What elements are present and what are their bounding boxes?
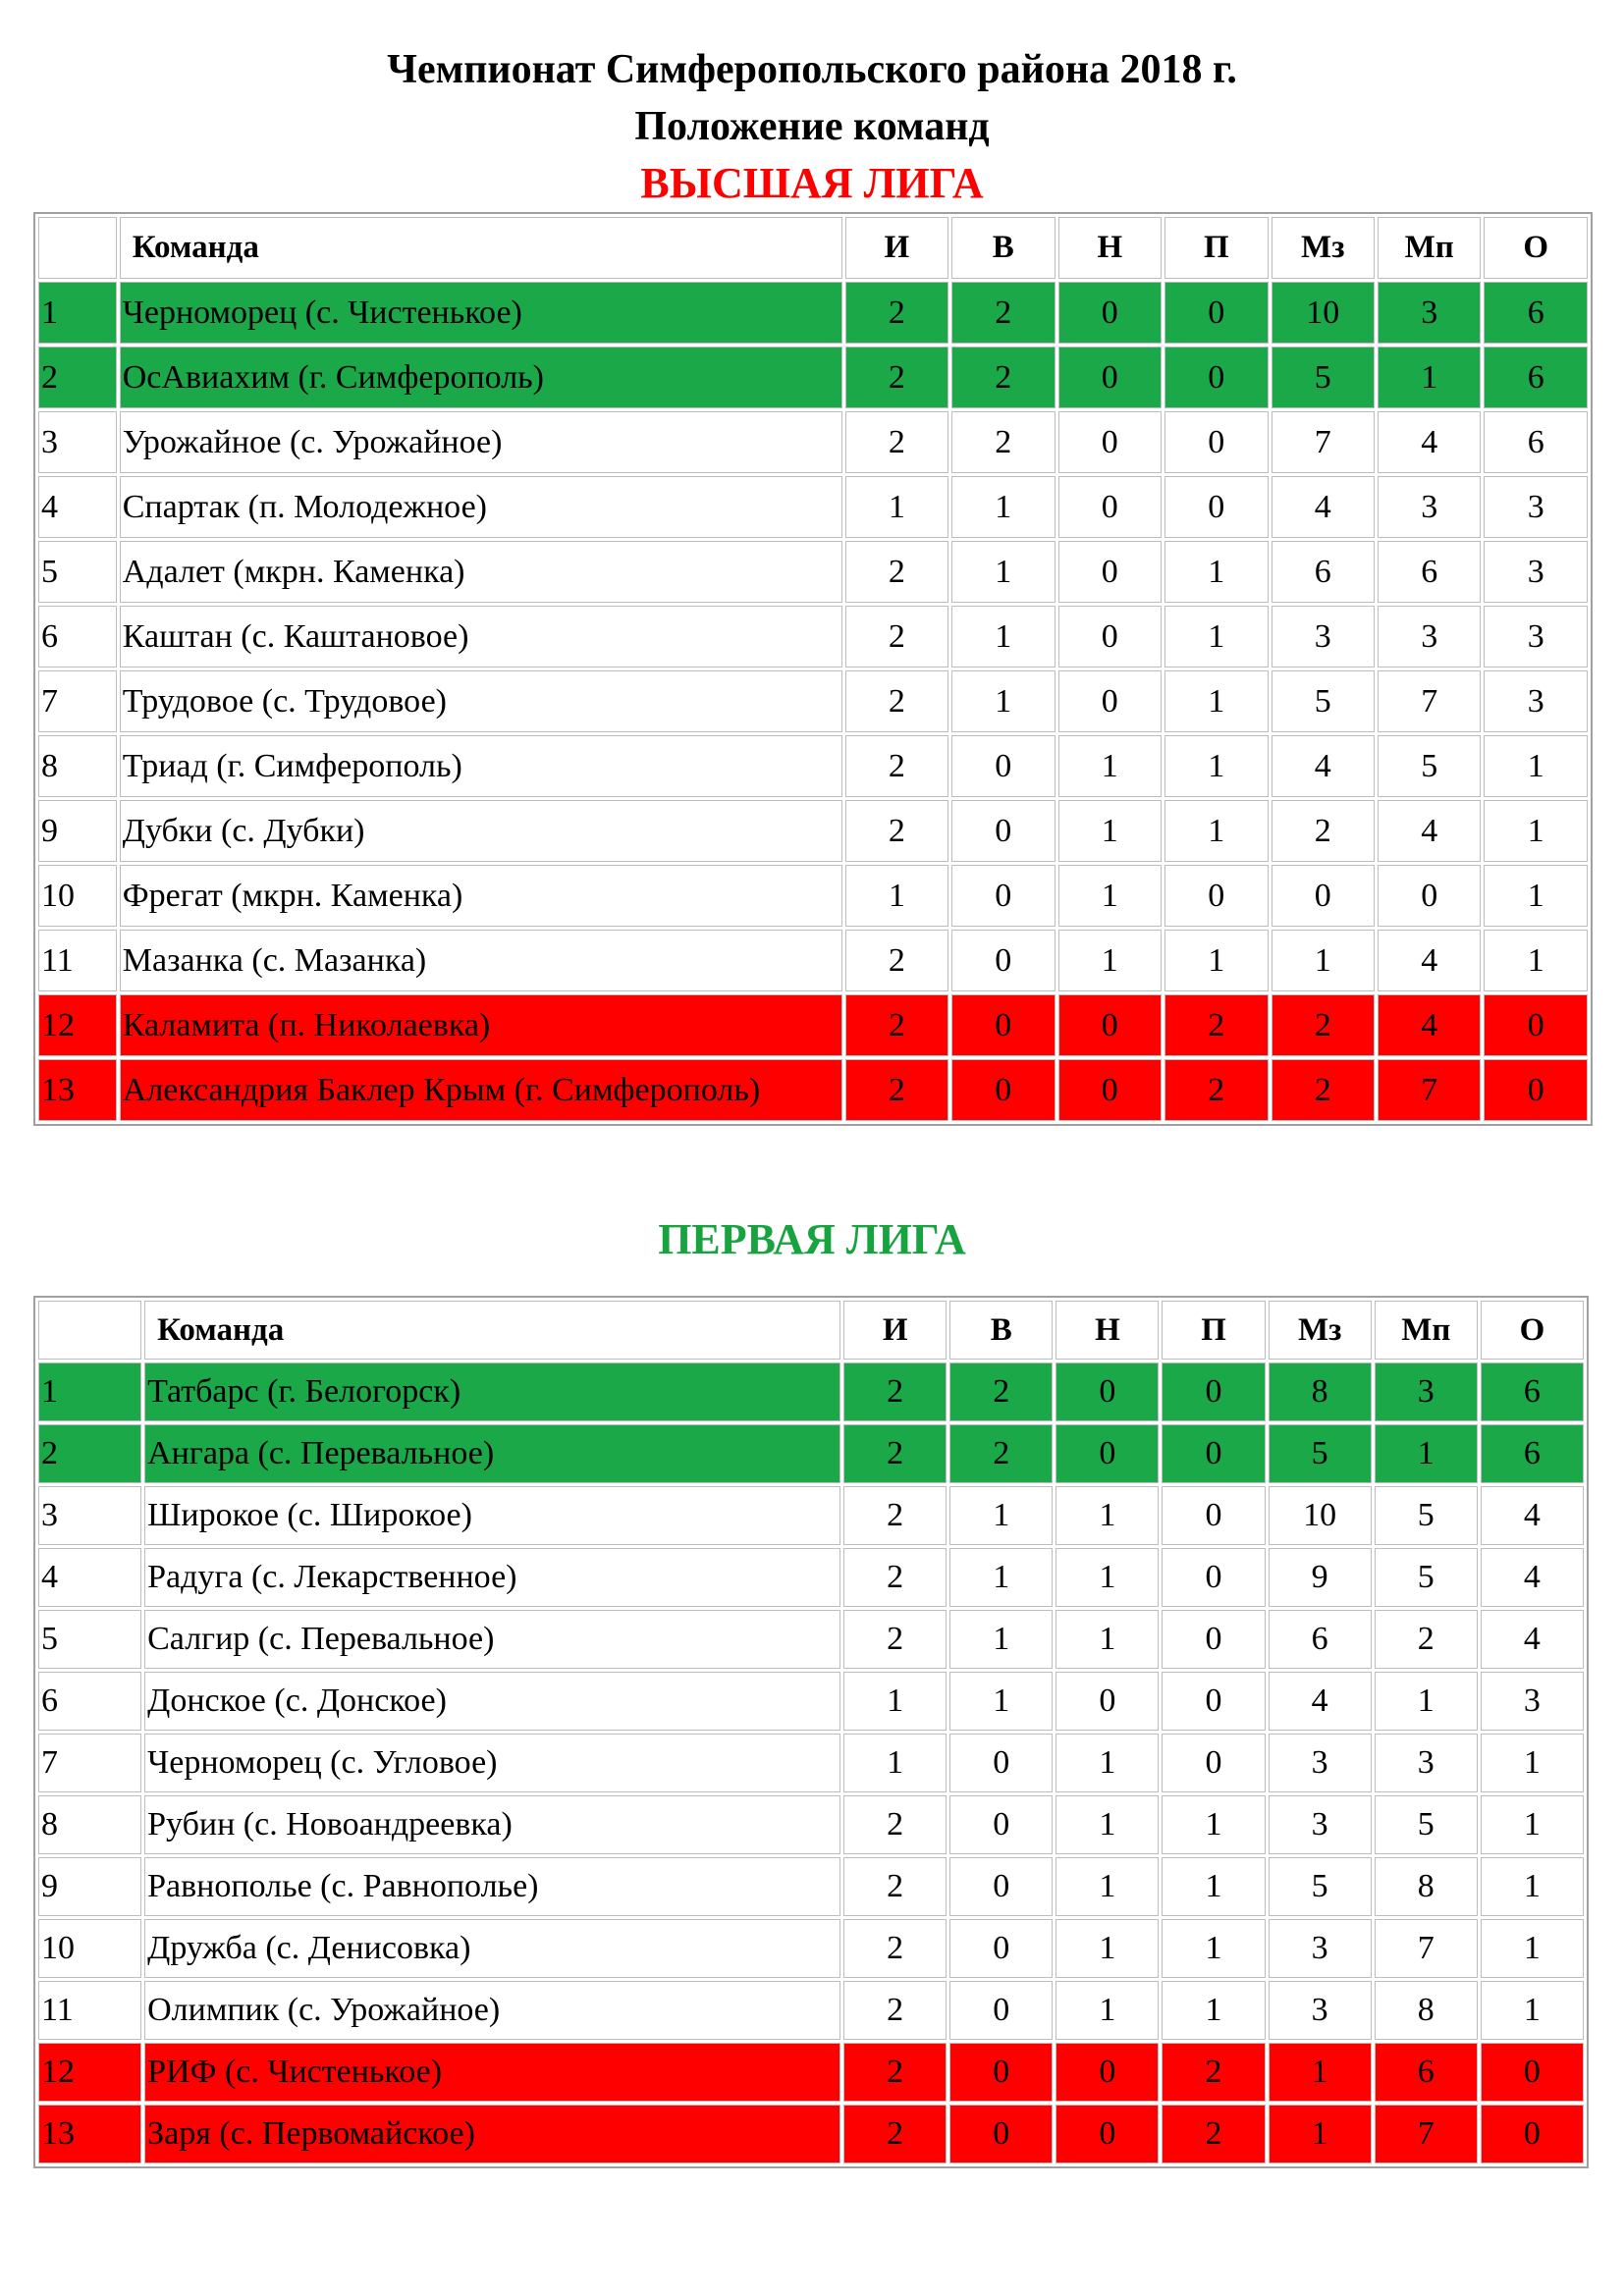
team-cell: Ангара (с. Перевальное) (144, 1424, 840, 1483)
header-cell: Мз (1272, 217, 1375, 279)
team-cell: Черноморец (с. Чистенькое) (120, 282, 842, 344)
stat-cell: 1 (845, 865, 948, 927)
stat-cell: 1 (1375, 1424, 1478, 1483)
stat-cell: 2 (1164, 1059, 1268, 1121)
stat-cell: 2 (843, 1857, 947, 1916)
header-cell: О (1484, 217, 1588, 279)
header-cell: Н (1058, 217, 1162, 279)
team-cell: Радуга (с. Лекарственное) (144, 1548, 840, 1607)
league-title-first: ПЕРВАЯ ЛИГА (658, 1215, 966, 1263)
stat-cell: 2 (843, 1424, 947, 1483)
stat-cell: 1 (1481, 1919, 1584, 1978)
stat-cell: 2 (1272, 800, 1375, 862)
stat-cell: 4 (1272, 735, 1375, 797)
stat-cell: 0 (949, 1734, 1053, 1792)
stat-cell: 3 (1378, 282, 1481, 344)
team-cell: Каламита (п. Николаевка) (120, 994, 842, 1056)
stat-cell: 0 (1481, 2105, 1584, 2163)
stat-cell: 2 (845, 347, 948, 408)
stat-cell: 1 (1484, 800, 1588, 862)
team-cell: Дружба (с. Денисовка) (144, 1919, 840, 1978)
stat-cell: 2 (845, 541, 948, 603)
stat-cell: 1 (1058, 865, 1162, 927)
stat-cell: 1 (1269, 2105, 1372, 2163)
team-cell: Широкое (с. Широкое) (144, 1486, 840, 1545)
team-cell: Донское (с. Донское) (144, 1672, 840, 1731)
table-row (38, 1981, 1584, 2040)
stat-cell: 4 (1378, 930, 1481, 991)
stat-cell: 4 (1378, 800, 1481, 862)
header-cell: Мп (1378, 217, 1481, 279)
stat-cell: 2 (843, 1548, 947, 1607)
table-row (38, 1059, 1588, 1121)
stat-cell: 1 (1056, 1548, 1159, 1607)
header-cell: В (949, 1301, 1053, 1360)
position-cell: 10 (38, 1919, 141, 1978)
stat-cell: 2 (1164, 994, 1268, 1056)
stat-cell: 3 (1484, 606, 1588, 667)
stat-cell: 4 (1378, 994, 1481, 1056)
stat-cell: 1 (1481, 1857, 1584, 1916)
position-cell: 4 (38, 476, 117, 538)
team-cell: Мазанка (с. Мазанка) (120, 930, 842, 991)
stat-cell: 1 (1058, 930, 1162, 991)
stat-cell: 1 (949, 1672, 1053, 1731)
stat-cell: 6 (1269, 1610, 1372, 1669)
position-cell: 12 (38, 994, 117, 1056)
stat-cell: 0 (1162, 1734, 1265, 1792)
stat-cell: 5 (1378, 735, 1481, 797)
stat-cell: 5 (1272, 347, 1375, 408)
position-cell: 1 (38, 1362, 141, 1421)
stat-cell: 4 (1272, 476, 1375, 538)
stat-cell: 0 (949, 2043, 1053, 2102)
stat-cell: 2 (1162, 2043, 1265, 2102)
team-cell: Олимпик (с. Урожайное) (144, 1981, 840, 2040)
stat-cell: 1 (951, 670, 1055, 732)
standings-table-first-league (33, 1296, 1589, 2168)
stat-cell: 0 (1058, 411, 1162, 473)
stat-cell: 1 (845, 476, 948, 538)
stat-cell: 2 (1272, 1059, 1375, 1121)
team-cell: Фрегат (мкрн. Каменка) (120, 865, 842, 927)
stat-cell: 5 (1375, 1486, 1478, 1545)
stat-cell: 1 (1162, 1919, 1265, 1978)
stat-cell: 0 (1058, 670, 1162, 732)
stat-cell: 3 (1378, 476, 1481, 538)
stat-cell: 2 (843, 2105, 947, 2163)
table-header-row (38, 1301, 1584, 1360)
stat-cell: 6 (1484, 411, 1588, 473)
stat-cell: 8 (1375, 1981, 1478, 2040)
stat-cell: 1 (843, 1672, 947, 1731)
stat-cell: 7 (1378, 670, 1481, 732)
stat-cell: 0 (1056, 2043, 1159, 2102)
stat-cell: 1 (1164, 930, 1268, 991)
stat-cell: 2 (845, 930, 948, 991)
stat-cell: 2 (843, 1919, 947, 1978)
stat-cell: 1 (1056, 1795, 1159, 1854)
table-row (38, 1362, 1584, 1421)
header-cell: Команда (120, 217, 842, 279)
stat-cell: 3 (1272, 606, 1375, 667)
stat-cell: 2 (1375, 1610, 1478, 1669)
table-row (38, 930, 1588, 991)
team-cell: РИФ (с. Чистенькое) (144, 2043, 840, 2102)
stat-cell: 2 (845, 411, 948, 473)
stat-cell: 2 (1162, 2105, 1265, 2163)
stat-cell: 4 (1481, 1548, 1584, 1607)
table-header-row (38, 217, 1588, 279)
stat-cell: 6 (1272, 541, 1375, 603)
stat-cell: 3 (1269, 1919, 1372, 1978)
stat-cell: 2 (845, 1059, 948, 1121)
position-cell: 9 (38, 1857, 141, 1916)
table-row (38, 541, 1588, 603)
position-cell: 3 (38, 411, 117, 473)
stat-cell: 0 (1164, 865, 1268, 927)
position-cell: 6 (38, 1672, 141, 1731)
stat-cell: 6 (1375, 2043, 1478, 2102)
stat-cell: 1 (951, 476, 1055, 538)
stat-cell: 9 (1269, 1548, 1372, 1607)
position-cell: 5 (38, 1610, 141, 1669)
stat-cell: 1 (1058, 800, 1162, 862)
stat-cell: 1 (1056, 1857, 1159, 1916)
team-cell: Трудовое (с. Трудовое) (120, 670, 842, 732)
table-row (38, 1610, 1584, 1669)
stat-cell: 7 (1375, 2105, 1478, 2163)
stat-cell: 0 (1272, 865, 1375, 927)
stat-cell: 1 (949, 1486, 1053, 1545)
stat-cell: 0 (951, 930, 1055, 991)
header-cell: О (1481, 1301, 1584, 1360)
stat-cell: 0 (1164, 411, 1268, 473)
team-cell: ОсАвиахим (г. Симферополь) (120, 347, 842, 408)
table-row (38, 1548, 1584, 1607)
stat-cell: 1 (1272, 930, 1375, 991)
stat-cell: 3 (1269, 1981, 1372, 2040)
table-row (38, 994, 1588, 1056)
stat-cell: 0 (949, 2105, 1053, 2163)
stat-cell: 0 (1056, 1424, 1159, 1483)
stat-cell: 3 (1269, 1734, 1372, 1792)
stat-cell: 1 (1481, 1981, 1584, 2040)
position-cell: 12 (38, 2043, 141, 2102)
stat-cell: 1 (1375, 1672, 1478, 1731)
stat-cell: 3 (1378, 606, 1481, 667)
stat-cell: 1 (1162, 1857, 1265, 1916)
stat-cell: 0 (1162, 1362, 1265, 1421)
stat-cell: 7 (1378, 1059, 1481, 1121)
stat-cell: 2 (949, 1362, 1053, 1421)
stat-cell: 0 (949, 1919, 1053, 1978)
stat-cell: 6 (1484, 347, 1588, 408)
table-row (38, 800, 1588, 862)
team-cell: Урожайное (с. Урожайное) (120, 411, 842, 473)
stat-cell: 3 (1481, 1672, 1584, 1731)
stat-cell: 1 (843, 1734, 947, 1792)
stat-cell: 1 (1269, 2043, 1372, 2102)
stat-cell: 1 (1056, 1919, 1159, 1978)
position-cell: 7 (38, 670, 117, 732)
position-cell: 1 (38, 282, 117, 344)
stat-cell: 5 (1269, 1857, 1372, 1916)
stat-cell: 2 (843, 2043, 947, 2102)
position-cell: 4 (38, 1548, 141, 1607)
stat-cell: 1 (949, 1610, 1053, 1669)
stat-cell: 3 (1375, 1734, 1478, 1792)
stat-cell: 6 (1378, 541, 1481, 603)
table-row (38, 282, 1588, 344)
table-row (38, 865, 1588, 927)
page-subtitle: Положение команд (634, 104, 990, 149)
stat-cell: 1 (951, 541, 1055, 603)
stat-cell: 1 (1162, 1795, 1265, 1854)
table-row (38, 1486, 1584, 1545)
header-cell-position (38, 1301, 141, 1360)
table-row (38, 735, 1588, 797)
stat-cell: 0 (1164, 282, 1268, 344)
stat-cell: 0 (1058, 282, 1162, 344)
stat-cell: 10 (1272, 282, 1375, 344)
stat-cell: 1 (1056, 1734, 1159, 1792)
stat-cell: 0 (1056, 1672, 1159, 1731)
stat-cell: 3 (1269, 1795, 1372, 1854)
stat-cell: 0 (1484, 994, 1588, 1056)
stat-cell: 1 (1481, 1734, 1584, 1792)
table-row (38, 1424, 1584, 1483)
stat-cell: 0 (1162, 1610, 1265, 1669)
header-cell: П (1162, 1301, 1265, 1360)
header-cell: Мз (1269, 1301, 1372, 1360)
stat-cell: 0 (1162, 1486, 1265, 1545)
stat-cell: 3 (1484, 541, 1588, 603)
league-title-top: ВЫСШАЯ ЛИГА (640, 159, 984, 207)
stat-cell: 1 (1484, 735, 1588, 797)
stat-cell: 6 (1481, 1362, 1584, 1421)
stat-cell: 2 (951, 411, 1055, 473)
stat-cell: 10 (1269, 1486, 1372, 1545)
team-cell: Дубки (с. Дубки) (120, 800, 842, 862)
stat-cell: 7 (1272, 411, 1375, 473)
stat-cell: 3 (1484, 670, 1588, 732)
stat-cell: 5 (1375, 1548, 1478, 1607)
table-row (38, 2105, 1584, 2163)
position-cell: 8 (38, 735, 117, 797)
stat-cell: 0 (949, 1857, 1053, 1916)
table-row (38, 1672, 1584, 1731)
position-cell: 13 (38, 1059, 117, 1121)
position-cell: 11 (38, 1981, 141, 2040)
team-cell: Александрия Баклер Крым (г. Симферополь) (120, 1059, 842, 1121)
position-cell: 8 (38, 1795, 141, 1854)
table-row (38, 670, 1588, 732)
stat-cell: 0 (1056, 2105, 1159, 2163)
stat-cell: 5 (1272, 670, 1375, 732)
stat-cell: 0 (951, 1059, 1055, 1121)
header-cell: Мп (1375, 1301, 1478, 1360)
position-cell: 2 (38, 347, 117, 408)
header-cell: И (843, 1301, 947, 1360)
stat-cell: 1 (949, 1548, 1053, 1607)
team-cell: Спартак (п. Молодежное) (120, 476, 842, 538)
stat-cell: 2 (843, 1981, 947, 2040)
stat-cell: 4 (1378, 411, 1481, 473)
stat-cell: 8 (1269, 1362, 1372, 1421)
stat-cell: 1 (1164, 735, 1268, 797)
stat-cell: 2 (845, 282, 948, 344)
stat-cell: 1 (1056, 1981, 1159, 2040)
stat-cell: 0 (1378, 865, 1481, 927)
team-cell: Черноморец (с. Угловое) (144, 1734, 840, 1792)
standings-table-top-league (33, 212, 1593, 1126)
stat-cell: 1 (1164, 606, 1268, 667)
table-row (38, 347, 1588, 408)
position-cell: 13 (38, 2105, 141, 2163)
stat-cell: 1 (1164, 800, 1268, 862)
stat-cell: 1 (1481, 1795, 1584, 1854)
stat-cell: 4 (1481, 1486, 1584, 1545)
team-cell: Рубин (с. Новоандреевка) (144, 1795, 840, 1854)
position-cell: 9 (38, 800, 117, 862)
stat-cell: 0 (1056, 1362, 1159, 1421)
stat-cell: 0 (1162, 1672, 1265, 1731)
stat-cell: 5 (1375, 1795, 1478, 1854)
position-cell: 6 (38, 606, 117, 667)
stat-cell: 1 (1056, 1486, 1159, 1545)
table-row (38, 476, 1588, 538)
stat-cell: 0 (1058, 994, 1162, 1056)
position-cell: 11 (38, 930, 117, 991)
stat-cell: 0 (1481, 2043, 1584, 2102)
stat-cell: 0 (1058, 476, 1162, 538)
stat-cell: 0 (1484, 1059, 1588, 1121)
stat-cell: 3 (1375, 1362, 1478, 1421)
stat-cell: 0 (1058, 606, 1162, 667)
stat-cell: 4 (1269, 1672, 1372, 1731)
stat-cell: 0 (949, 1981, 1053, 2040)
stat-cell: 0 (951, 735, 1055, 797)
team-cell: Салгир (с. Перевальное) (144, 1610, 840, 1669)
table-row (38, 1857, 1584, 1916)
header-cell: П (1164, 217, 1268, 279)
stat-cell: 3 (1484, 476, 1588, 538)
stat-cell: 0 (1058, 541, 1162, 603)
stat-cell: 1 (1162, 1981, 1265, 2040)
table-row (38, 606, 1588, 667)
team-cell: Триад (г. Симферополь) (120, 735, 842, 797)
team-cell: Татбарс (г. Белогорск) (144, 1362, 840, 1421)
stat-cell: 1 (951, 606, 1055, 667)
stat-cell: 0 (1162, 1424, 1265, 1483)
stat-cell: 1 (1164, 670, 1268, 732)
stat-cell: 2 (951, 347, 1055, 408)
team-cell: Заря (с. Первомайское) (144, 2105, 840, 2163)
stat-cell: 0 (951, 994, 1055, 1056)
stat-cell: 1 (1484, 930, 1588, 991)
table-row (38, 1919, 1584, 1978)
stat-cell: 0 (1162, 1548, 1265, 1607)
header-cell: Н (1056, 1301, 1159, 1360)
stat-cell: 2 (845, 606, 948, 667)
header-cell: Команда (144, 1301, 840, 1360)
table-row (38, 411, 1588, 473)
stat-cell: 2 (845, 994, 948, 1056)
position-cell: 7 (38, 1734, 141, 1792)
table-row (38, 2043, 1584, 2102)
stat-cell: 2 (843, 1362, 947, 1421)
stat-cell: 1 (1056, 1610, 1159, 1669)
stat-cell: 2 (845, 670, 948, 732)
header-cell: В (951, 217, 1055, 279)
stat-cell: 8 (1375, 1857, 1478, 1916)
stat-cell: 0 (1058, 347, 1162, 408)
stat-cell: 2 (843, 1486, 947, 1545)
team-cell: Равнополье (с. Равнополье) (144, 1857, 840, 1916)
table-row (38, 1734, 1584, 1792)
position-cell: 3 (38, 1486, 141, 1545)
stat-cell: 5 (1269, 1424, 1372, 1483)
stat-cell: 6 (1481, 1424, 1584, 1483)
stat-cell: 0 (949, 1795, 1053, 1854)
position-cell: 10 (38, 865, 117, 927)
stat-cell: 1 (1058, 735, 1162, 797)
stat-cell: 2 (843, 1610, 947, 1669)
stat-cell: 0 (1164, 476, 1268, 538)
stat-cell: 0 (1058, 1059, 1162, 1121)
stat-cell: 4 (1481, 1610, 1584, 1669)
header-cell-position (38, 217, 117, 279)
stat-cell: 1 (1164, 541, 1268, 603)
stat-cell: 2 (951, 282, 1055, 344)
stat-cell: 0 (951, 865, 1055, 927)
team-cell: Адалет (мкрн. Каменка) (120, 541, 842, 603)
position-cell: 5 (38, 541, 117, 603)
stat-cell: 1 (1378, 347, 1481, 408)
stat-cell: 0 (951, 800, 1055, 862)
stat-cell: 0 (1164, 347, 1268, 408)
stat-cell: 7 (1375, 1919, 1478, 1978)
position-cell: 2 (38, 1424, 141, 1483)
stat-cell: 2 (845, 735, 948, 797)
team-cell: Каштан (с. Каштановое) (120, 606, 842, 667)
stat-cell: 1 (1484, 865, 1588, 927)
stat-cell: 2 (843, 1795, 947, 1854)
stat-cell: 6 (1484, 282, 1588, 344)
stat-cell: 2 (845, 800, 948, 862)
stat-cell: 2 (949, 1424, 1053, 1483)
stat-cell: 2 (1272, 994, 1375, 1056)
page-title: Чемпионат Симферопольского района 2018 г. (387, 47, 1237, 92)
header-cell: И (845, 217, 948, 279)
table-row (38, 1795, 1584, 1854)
